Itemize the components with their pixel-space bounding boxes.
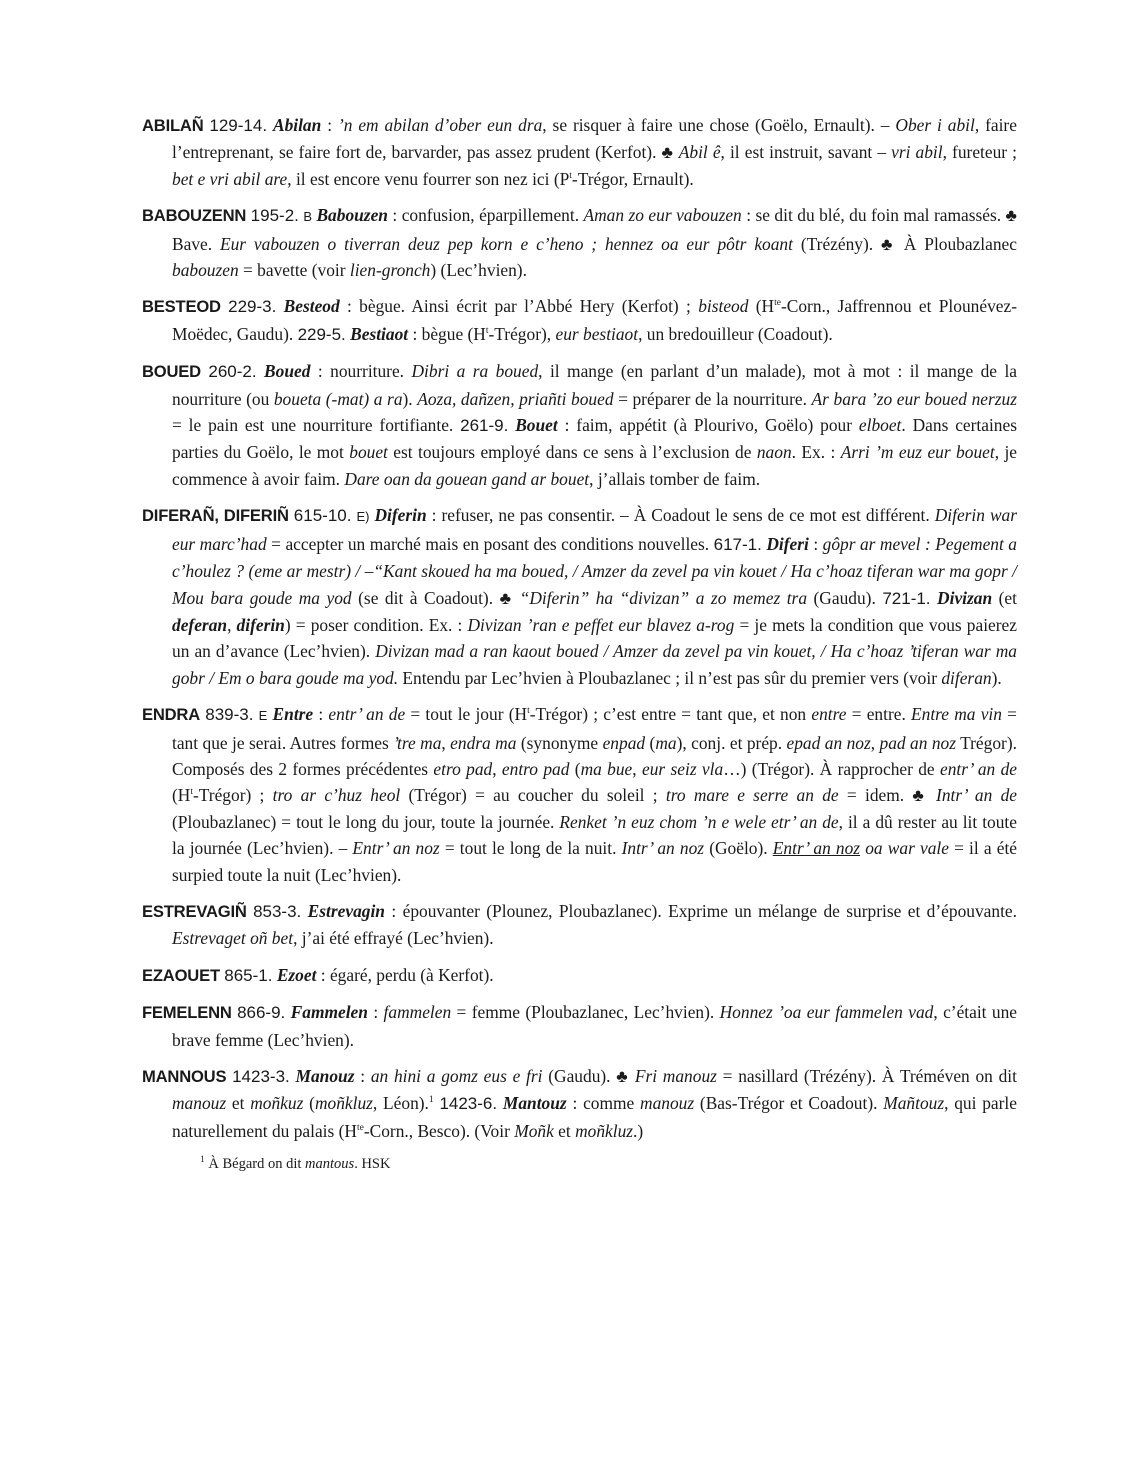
dictionary-entry [142, 701, 1017, 888]
entry-headword: BABOUZENN [142, 206, 247, 226]
entry-body: 866-9. Fammelen : fammelen = femme (Ploubazlanec, Lec’hvien). Honnez ’oa eur fammelen vad, c’était une brave femme (Lec’hvien). [172, 1002, 1017, 1050]
entry-body: 195-2. B Babouzen : confusion, éparpillement. Aman zo eur vabouzen : se dit du blé, du foin mal ramassés. ♣ Bave. Eur vabouzen o tiverran deuz pep korn e c’heno ; hennez oa eur pôtr koant (Trézény). ♣ À Ploubazlanec babouzen = bavette (voir lien-gronch) (Lec’hvien). [172, 205, 1017, 281]
entry-headword: ESTREVAGIÑ [142, 901, 247, 921]
entry-body: 229-3. Besteod : bègue. Ainsi écrit par l’Abbé Hery (Kerfot) ; bisteod ($H^{te}$-Corn., Jaffrennou et Plounévez-Moëdec, Gaudu). 229-5. Bestiaot : bègue $(H^t-Trégor)$, eur bestiaot, un bredouilleur (Coadout). [172, 296, 1017, 344]
footnote: $^1$ À Bégard on dit mantous. HSK [200, 1155, 391, 1173]
entry-body: 865-1. Ezoet : égaré, perdu (à Kerfot). [224, 964, 494, 985]
entry-headword: ENDRA [142, 705, 201, 725]
dictionary-entry [142, 1063, 1017, 1144]
entry-headword: EZAOUET [142, 965, 220, 985]
dictionary-entry [142, 112, 1017, 192]
entry-headword: DIFERAÑ, DIFERIÑ [142, 506, 289, 526]
entry-body: 260-2. Boued : nourriture. Dibri a ra boued, il mange (en parlant d’un malade), mot à mot : il mange de la nourriture (ou boueta (-mat) a ra). Aoza, dañzen, priañti boued = préparer de la nourriture. Ar bara ’zo eur boued nerzuz = le pain est une nourriture fortifiante. 261-9. Bouet : faim, appétit (à Plourivo, Goëlo) pour elboet. Dans certaines parties du Goëlo, le mot bouet est toujours employé dans ce sens à l’exclusion de naon. Ex. : Arri ’m euz eur bouet, je commence à avoir faim. Dare oan da gouean gand ar bouet, j’allais tomber de faim. [172, 361, 1018, 489]
dictionary-entry [142, 202, 1017, 283]
dictionary-page [142, 112, 1017, 1174]
dictionary-entry [142, 502, 1017, 691]
entry-headword: FEMELENN [142, 1003, 232, 1023]
entry-headword: ABILAÑ [142, 116, 204, 135]
dictionary-entry [142, 962, 1017, 989]
entry-headword: BOUED [142, 362, 201, 382]
entry-body: 129-14. Abilan : ’n em abilan d’ober eun dra, se risquer à faire une chose (Goëlo, Ernault). – Ober i abil, faire l’entreprenant, se faire fort de, barvarder, pas assez prudent (Kerfot). ♣ Abil ê, il est instruit, savant – vri abil, fureteur ; bet e vri abil are, il est encore venu fourrer son nez ici ($P^t$-Trégor, Ernault). [172, 115, 1017, 189]
dictionary-entry [142, 898, 1017, 952]
dictionary-entry [142, 999, 1017, 1053]
dictionary-entry [142, 358, 1017, 492]
dictionary-entry [142, 293, 1017, 348]
entry-body: 615-10. E) Diferin : refuser, ne pas consentir. – À Coadout le sens de ce mot est différent. Diferin war eur marc’had = accepter un marché mais en posant des conditions nouvelles. 617-1. Diferi : gôpr ar mevel : Pegement a c’houlez ? (eme ar mestr) / –“Kant skoued ha ma boued, / Amzer da zevel pa vin kouet / Ha c’hoaz tiferan war ma gopr / Mou bara goude ma yod (se dit à Coadout). ♣ “Diferin” ha “divizan” a zo memez tra (Gaudu). 721-1. Divizan (et deferan, diferin) = poser condition. Ex. : Divizan ’ran e peffet eur blavez a-rog = je mets la condition que vous paierez un an d’avance (Lec’hvien). Divizan mad a ran kaout boued / Amzer da zevel pa vin kouet, / Ha c’hoaz ’tiferan war ma gobr / Em o bara goude ma yod. Entendu par Lec’hvien à Ploubazlanec ; il n’est pas sûr du premier vers (voir diferan). [172, 505, 1018, 688]
entry-body: 853-3. Estrevagin : épouvanter (Plounez, Ploubazlanec). Exprime un mélange de surprise et d’épouvante. Estrevaget oñ bet, j’ai été effrayé (Lec’hvien). [172, 900, 1017, 949]
entry-body: 839-3. E Entre : entr’ an de = tout le jour $(H^t-Trégor)$ ; c’est entre = tant que, et non entre = entre. Entre ma vin = tant que je serai. Autres formes ’tre ma, endra ma (synonyme enpad (ma), conj. et prép. epad an noz, pad an noz Trégor). Composés des 2 formes précédentes etro pad, entro pad (ma bue, eur seiz vla…) (Trégor). À rapprocher de entr’ an de $(H^t-Trégor)$ ; tro ar c’huz heol (Trégor) = au coucher du soleil ; tro mare e serre an de = idem. ♣ Intr’ an de (Ploubazlanec) = tout le long du jour, toute la journée. Renket ’n euz chom ’n e wele etr’ an de, il a dû rester au lit toute la journée (Lec’hvien). – Entr’ an noz = tout le long de la nuit. Intr’ an noz (Goëlo). Entr’ an noz oa war vale = il a été surpied toute la nuit (Lec’hvien). [172, 704, 1018, 885]
entry-headword: MANNOUS [142, 1067, 227, 1086]
entry-headword: BESTEOD [142, 297, 221, 317]
entry-body: 1423-3. Manouz : an hini a gomz eus e fri (Gaudu). ♣ Fri manouz = nasillard (Trézény). À Tréméven on dit manouz et moñkuz (moñkluz, Léon).$^1$ 1423-6. Mantouz : comme manouz (Bas-Trégor et Coadout). Mañtouz, qui parle naturellement du palais ($H^{te}$-Corn., Besco). (Voir Moñk et moñkluz.) [172, 1066, 1017, 1141]
